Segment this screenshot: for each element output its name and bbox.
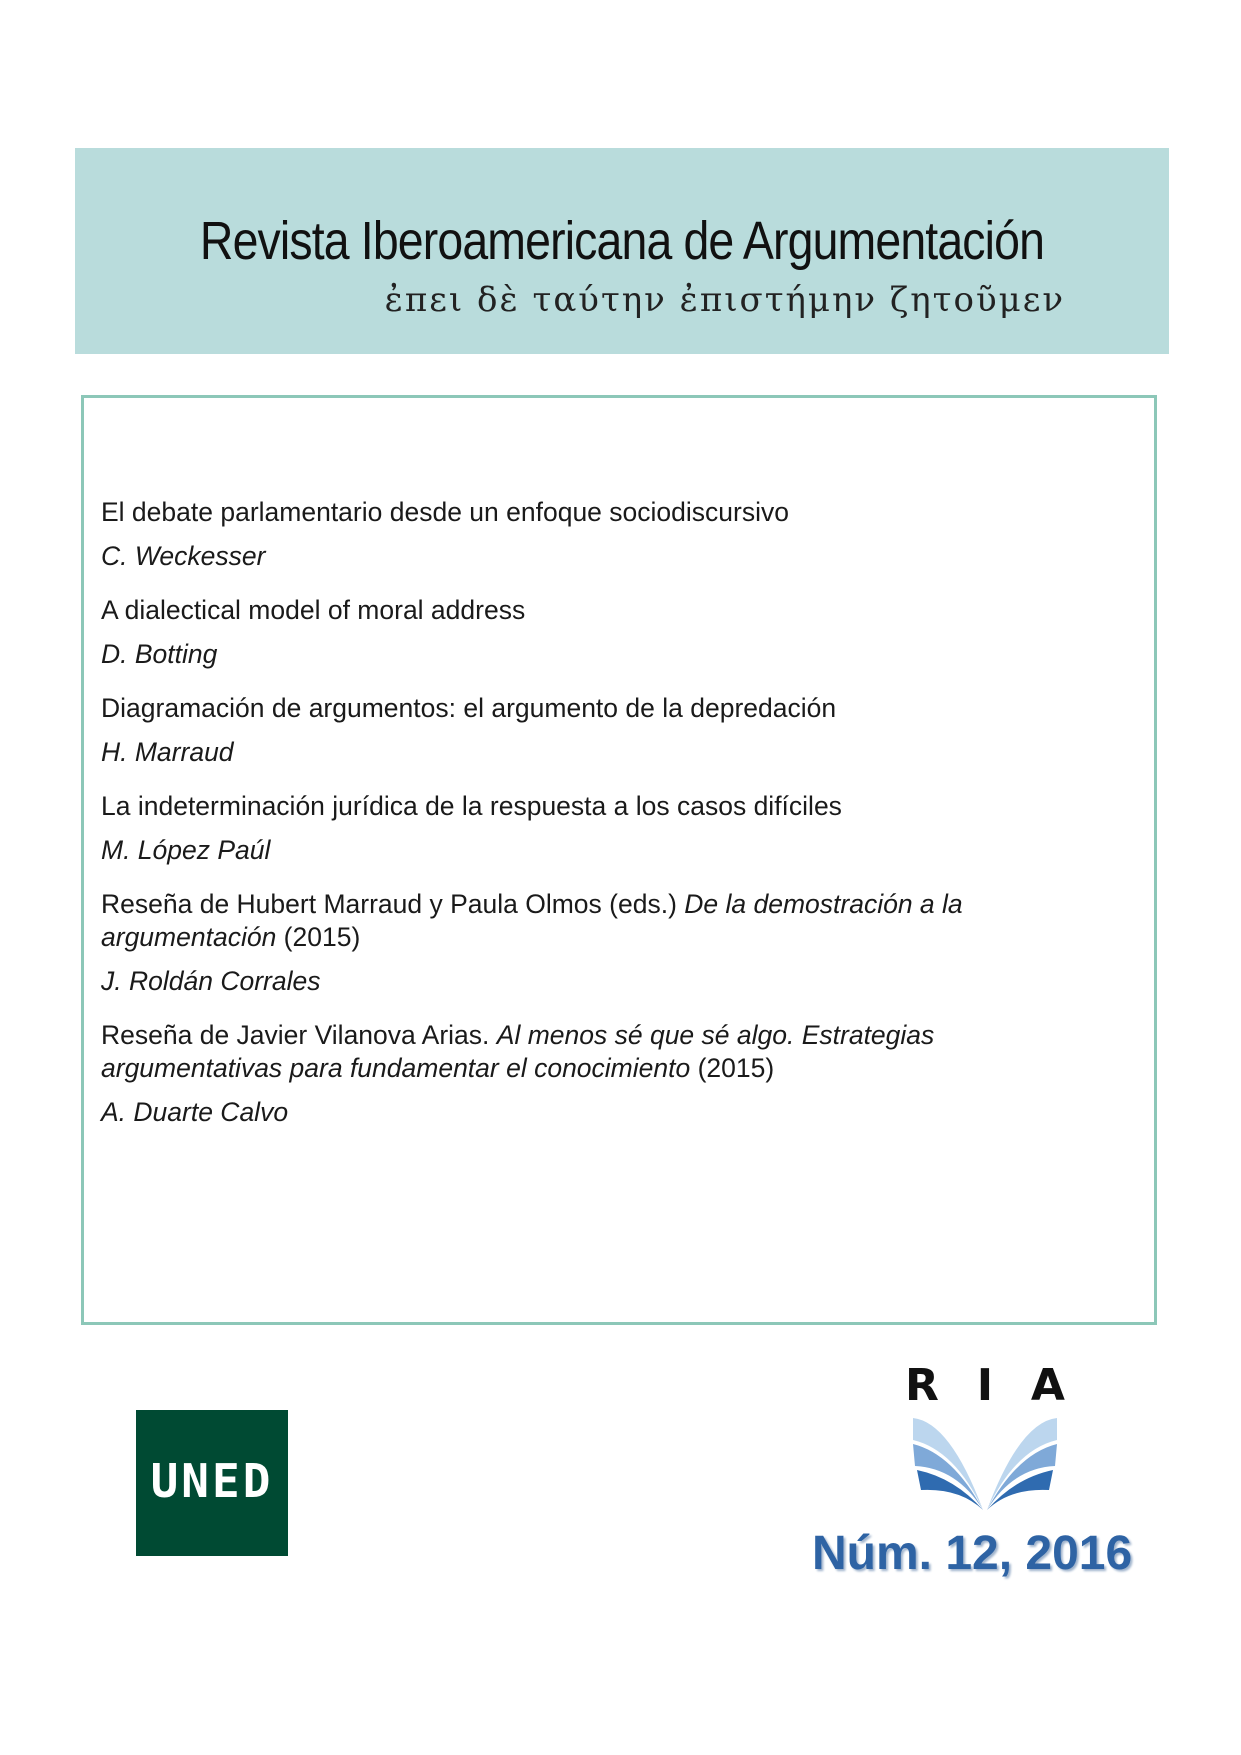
article-title: La indeterminación jurídica de la respuesta a los casos difíciles <box>101 791 842 821</box>
toc-entry <box>101 888 1101 998</box>
table-of-contents <box>81 395 1157 1325</box>
ria-letter-i: I <box>976 1360 994 1411</box>
article-author: C. Weckesser <box>101 541 266 571</box>
review-title-suffix: (2015) <box>276 922 361 952</box>
uned-logo-text: UNED <box>150 1454 274 1508</box>
journal-motto: ἐπει δὲ ταύτην ἐπιστήμην ζητοῦμεν <box>384 280 1065 320</box>
journal-title: Revista Iberoamericana de Argumentación <box>199 211 1045 271</box>
review-title-prefix: Reseña de Javier Vilanova Arias. <box>101 1020 497 1050</box>
ria-letter-a: A <box>1030 1360 1065 1411</box>
article-author: J. Roldán Corrales <box>101 966 321 996</box>
article-title: Diagramación de argumentos: el argumento de la depredación <box>101 693 837 723</box>
article-title: A dialectical model of moral address <box>101 595 526 625</box>
ria-letters <box>905 1360 1065 1411</box>
issue-number: Núm. 12, 2016 <box>812 1527 1133 1580</box>
review-title <box>101 1019 1101 1085</box>
toc-entry <box>101 496 1101 573</box>
open-book-icon <box>905 1410 1065 1520</box>
toc-entry <box>101 790 1101 867</box>
uned-logo <box>136 1410 288 1556</box>
article-author: A. Duarte Calvo <box>101 1097 289 1127</box>
review-title <box>101 888 1101 954</box>
ria-letter-r: R <box>905 1360 939 1411</box>
article-title: El debate parlamentario desde un enfoque sociodiscursivo <box>101 497 789 527</box>
article-author: D. Botting <box>101 639 218 669</box>
reviewed-book-title: De la demostración a la argumentación <box>101 889 963 952</box>
ria-logo <box>905 1360 1065 1520</box>
review-title-prefix: Reseña de Hubert Marraud y Paula Olmos (eds.) <box>101 889 685 919</box>
toc-list <box>101 496 1101 1150</box>
review-title-suffix: (2015) <box>690 1053 775 1083</box>
article-author: M. López Paúl <box>101 835 271 865</box>
article-author: H. Marraud <box>101 737 234 767</box>
header-band <box>75 148 1169 354</box>
reviewed-book-title: Al menos sé que sé algo. Estrategias argumentativas para fundamentar el conocimiento <box>101 1020 935 1083</box>
toc-entry <box>101 692 1101 769</box>
toc-entry <box>101 1019 1101 1129</box>
toc-entry <box>101 594 1101 671</box>
